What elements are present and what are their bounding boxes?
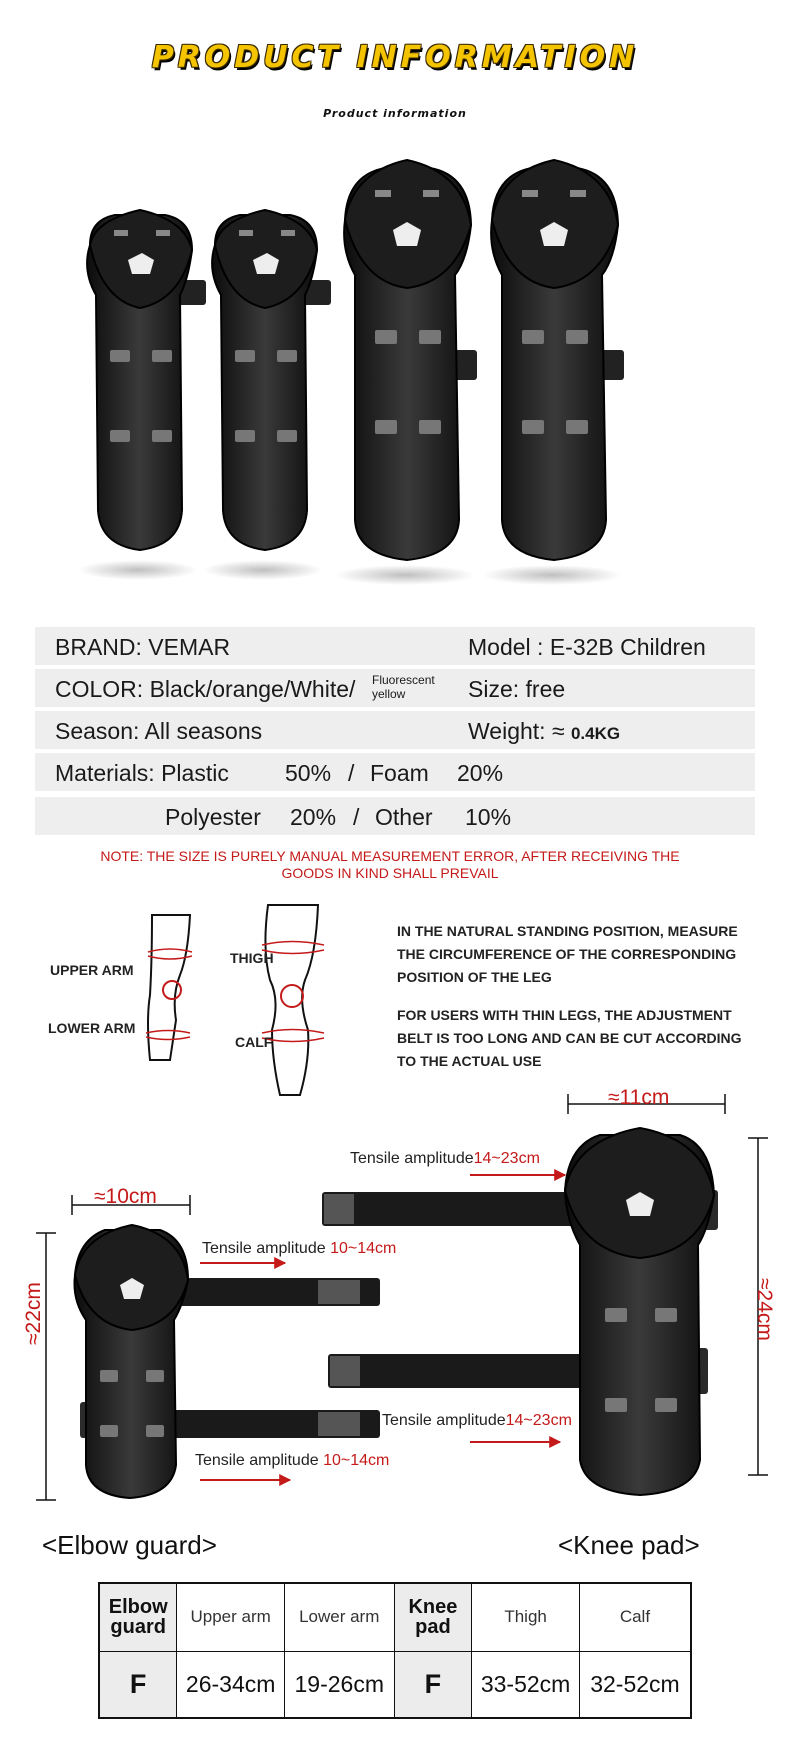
tensile-label: Tensile amplitude [350, 1150, 474, 1167]
dimension-drawing [0, 1080, 790, 1510]
weight-text [468, 718, 620, 745]
tensile-knee-upper [350, 1150, 540, 1168]
knee-pad-dimension [565, 1128, 714, 1495]
page-title: PRODUCT INFORMATION [151, 40, 639, 75]
header-knee-pad [394, 1583, 472, 1651]
knee-height-label: ≈24cm [753, 1278, 776, 1341]
polyester-percent: 20% [290, 804, 337, 830]
header-upper-arm: Upper arm [177, 1583, 285, 1651]
knee-strap-upper [322, 1192, 582, 1226]
caption-knee-pad: <Knee pad> [558, 1530, 700, 1560]
knee-pad-right [482, 160, 624, 585]
spec-row-materials [35, 753, 755, 791]
tensile-label: Tensile amplitude [382, 1412, 506, 1429]
tensile-label: Tensile amplitude [202, 1240, 326, 1257]
label-calf: CALF [235, 1034, 273, 1050]
knee-size-value: F [394, 1651, 472, 1718]
brand-text: BRAND: VEMAR [55, 634, 231, 660]
material-separator: / [348, 760, 355, 786]
header-calf: Calf [579, 1583, 691, 1651]
lower-arm-range: 19-26cm [284, 1651, 394, 1718]
caption-elbow-guard: <Elbow guard> [42, 1530, 217, 1560]
calf-range: 32-52cm [579, 1651, 691, 1718]
elbow-height-label: ≈22cm [22, 1282, 45, 1345]
model-text: Model : E-32B Children [468, 634, 706, 660]
weight-label: Weight: ≈ [468, 718, 565, 744]
foam-label: Foam [370, 760, 429, 786]
spec-row-season [35, 711, 755, 749]
season-text: Season: All seasons [55, 718, 263, 744]
foam-percent: 20% [457, 760, 504, 786]
header-elbow-line-2: guard [110, 1616, 166, 1639]
leg-outline [265, 905, 318, 1095]
tensile-value: 10~14cm [325, 1240, 397, 1257]
tensile-knee-lower [382, 1412, 572, 1430]
tensile-elbow-lower [195, 1452, 389, 1470]
tensile-value: 14~23cm [473, 1150, 540, 1167]
size-table [98, 1582, 692, 1719]
polyester-label: Polyester [165, 804, 261, 830]
knee-strap-lower [328, 1354, 588, 1388]
header-knee-line-1: Knee [408, 1596, 458, 1619]
elbow-pad-right [203, 210, 331, 580]
spec-row-brand [35, 627, 755, 665]
elbow-pad-dimension [74, 1225, 188, 1498]
color-note-line-2: yellow [372, 687, 406, 701]
thigh-range: 33-52cm [472, 1651, 580, 1718]
header-knee-line-2: pad [415, 1616, 451, 1639]
other-percent: 10% [465, 804, 512, 830]
elbow-pad-left [78, 210, 206, 580]
size-table-value-row [99, 1651, 691, 1718]
weight-value: 0.4KG [570, 724, 621, 743]
label-thigh: THIGH [230, 950, 274, 966]
knee-pad-left [335, 160, 477, 585]
tensile-elbow-upper [202, 1240, 396, 1258]
upper-arm-range: 26-34cm [177, 1651, 285, 1718]
label-upper-arm: UPPER ARM [50, 962, 134, 978]
measure-instruction-2: FOR USERS WITH THIN LEGS, THE ADJUSTMENT BELT IS TOO LONG AND CAN BE CUT ACCORDING TO THE ACTUAL USE [397, 1007, 742, 1069]
label-lower-arm: LOWER ARM [48, 1020, 136, 1036]
spec-row-color [35, 669, 755, 707]
measure-instruction-1: IN THE NATURAL STANDING POSITION, MEASURE THE CIRCUMFERENCE OF THE CORRESPONDING POSITION OF THE LEG [397, 923, 738, 985]
elbow-size-value: F [99, 1651, 177, 1718]
elbow-width-label: ≈10cm [94, 1185, 157, 1208]
color-note-line-1: Fluorescent [372, 673, 435, 687]
header-elbow-line-1: Elbow [108, 1596, 168, 1619]
tensile-label: Tensile amplitude [195, 1452, 319, 1469]
other-label: Other [375, 804, 433, 830]
tensile-value: 14~23cm [505, 1412, 572, 1429]
color-text: COLOR: Black/orange/White/ [55, 676, 356, 702]
materials-label: Materials: Plastic [55, 760, 229, 786]
size-text: Size: free [468, 676, 566, 702]
size-table-header-row [99, 1583, 691, 1651]
spec-row-materials-2 [35, 797, 755, 835]
size-note: NOTE: THE SIZE IS PURELY MANUAL MEASUREMENT ERROR, AFTER RECEIVING THE GOODS IN KIND SHALL PREVAIL [100, 848, 680, 881]
color-note [372, 673, 435, 701]
knee-width-label: ≈11cm [608, 1086, 670, 1109]
header-lower-arm: Lower arm [284, 1583, 394, 1651]
page-subtitle: Product information [323, 107, 467, 120]
plastic-percent: 50% [285, 760, 332, 786]
header-elbow-guard [99, 1583, 177, 1651]
tensile-value: 10~14cm [318, 1452, 390, 1469]
product-photo [70, 150, 720, 590]
header-thigh: Thigh [472, 1583, 580, 1651]
material-separator-2: / [353, 804, 360, 830]
